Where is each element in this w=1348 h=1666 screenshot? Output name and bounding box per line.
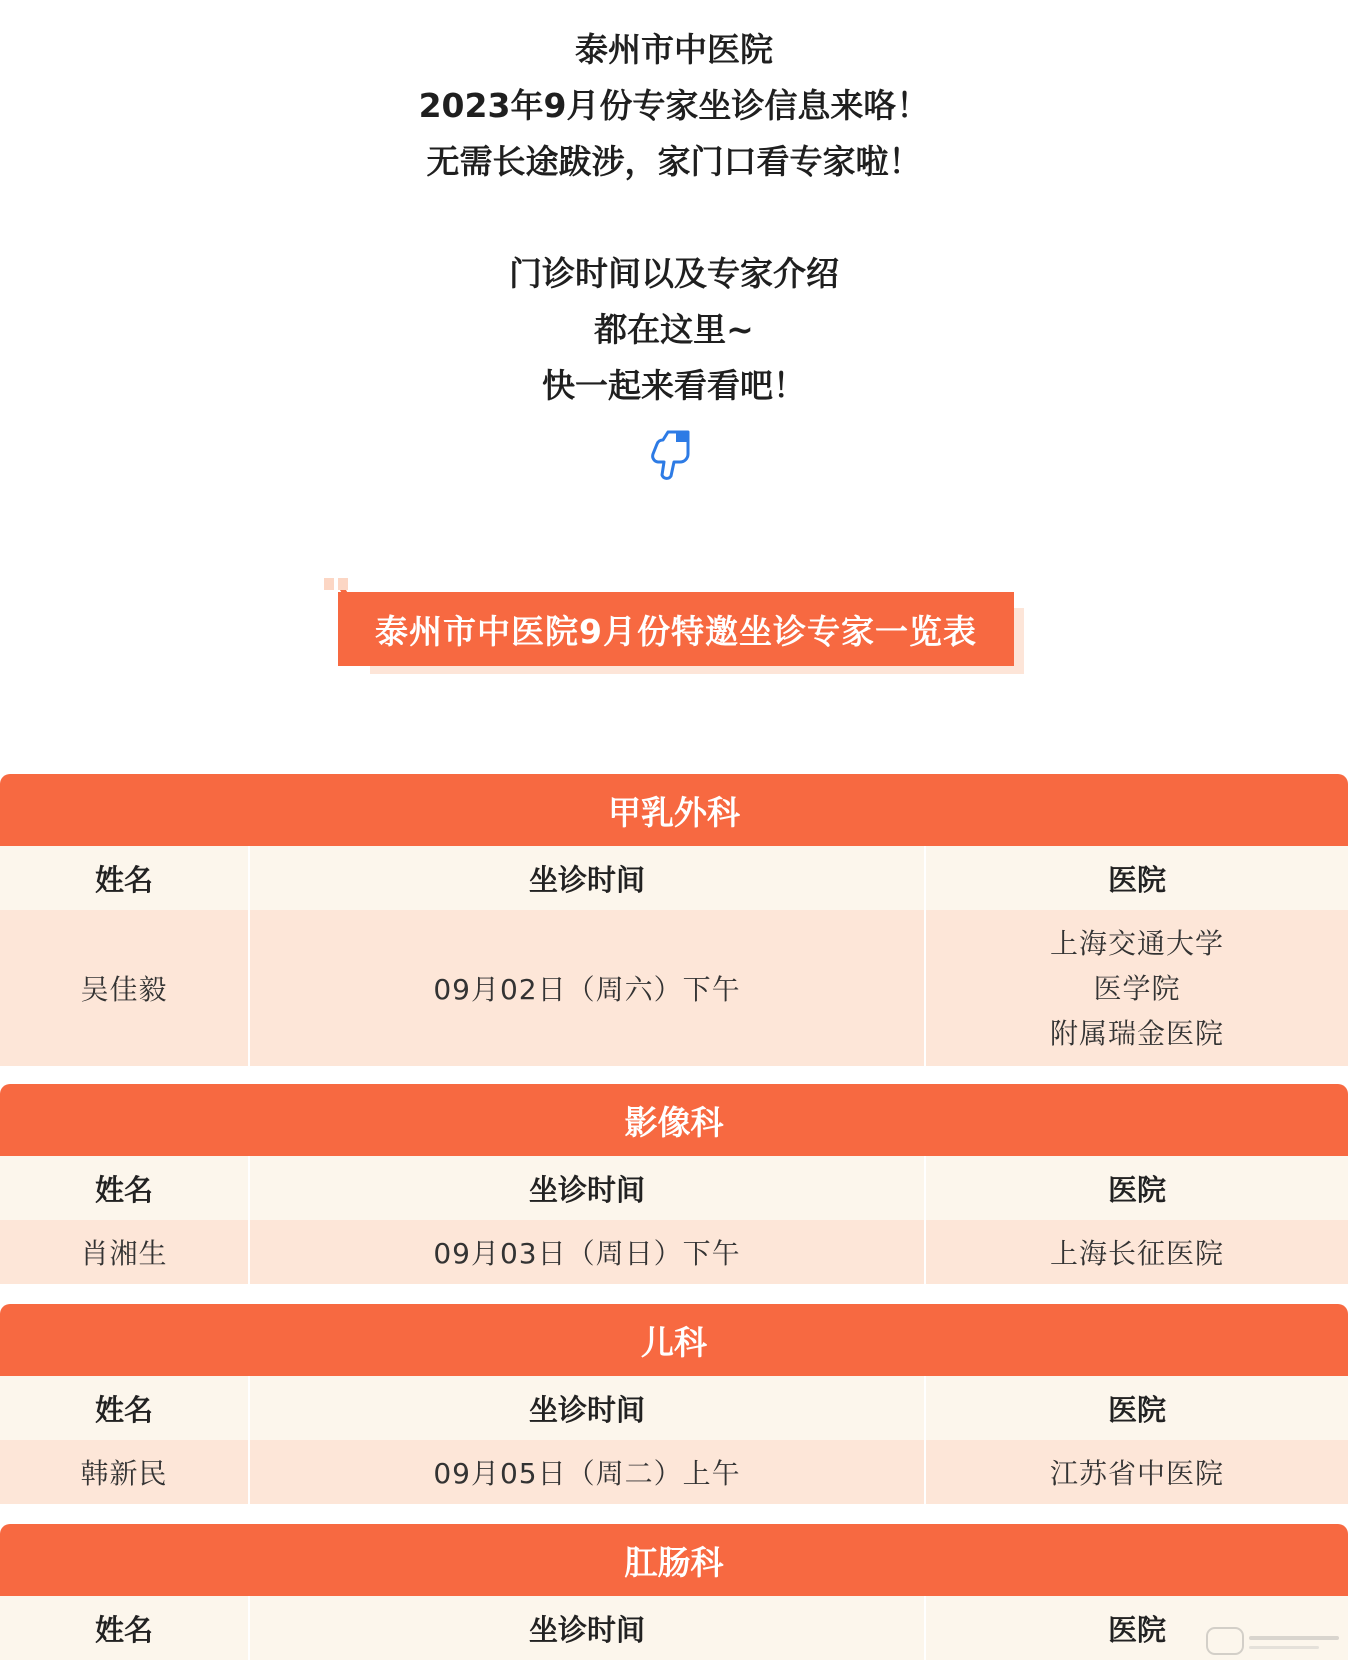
intro-line: 都在这里~ bbox=[594, 310, 754, 349]
department-table bbox=[0, 1304, 1348, 1504]
intro-line: 快一起来看看吧！ bbox=[542, 366, 806, 405]
header-time: 坐诊时间 bbox=[250, 846, 926, 910]
title-banner bbox=[322, 576, 1022, 680]
intro-line: 2023年9月份专家坐诊信息来咯！ bbox=[418, 86, 930, 125]
hospital-line: 上海交通大学 bbox=[1049, 926, 1224, 960]
department-title: 肛肠科 bbox=[0, 1524, 1348, 1596]
header-name: 姓名 bbox=[0, 1376, 250, 1440]
header-time: 坐诊时间 bbox=[250, 1376, 926, 1440]
doctor-name: 吴佳毅 bbox=[0, 910, 250, 1066]
intro-line: 门诊时间以及专家介绍 bbox=[509, 254, 839, 293]
table-header-row bbox=[0, 1376, 1348, 1440]
table-header-row bbox=[0, 1596, 1348, 1660]
table-row bbox=[0, 1440, 1348, 1504]
header-name: 姓名 bbox=[0, 846, 250, 910]
header-hospital: 医院 bbox=[1107, 1172, 1166, 1207]
hospital-line: 附属瑞金医院 bbox=[1049, 1016, 1224, 1050]
clinic-time: 09月05日（周二）上午 bbox=[250, 1440, 926, 1504]
hospital-name bbox=[926, 910, 1348, 1066]
banner-title: 泰州市中医院9月份特邀坐诊专家一览表 bbox=[338, 592, 1014, 666]
doctor-name: 韩新民 bbox=[0, 1440, 250, 1504]
hospital-line: 医学院 bbox=[1093, 971, 1181, 1005]
header-name: 姓名 bbox=[0, 1596, 250, 1660]
department-title: 影像科 bbox=[0, 1084, 1348, 1156]
department-table bbox=[0, 774, 1348, 1066]
intro-spacer bbox=[0, 190, 1348, 246]
header-hospital: 医院 bbox=[1107, 862, 1166, 897]
hospital-name: 上海长征医院 bbox=[1049, 1237, 1224, 1270]
department-table bbox=[0, 1084, 1348, 1284]
header-name: 姓名 bbox=[0, 1156, 250, 1220]
hospital-name: 江苏省中医院 bbox=[1049, 1457, 1224, 1490]
intro-line: 泰州市中医院 bbox=[575, 30, 773, 69]
header-time: 坐诊时间 bbox=[250, 1156, 926, 1220]
table-header-row bbox=[0, 1156, 1348, 1220]
watermark-logo bbox=[1205, 1624, 1345, 1658]
header-hospital: 医院 bbox=[1107, 1392, 1166, 1427]
doctor-name: 肖湘生 bbox=[0, 1220, 250, 1284]
department-title: 甲乳外科 bbox=[0, 774, 1348, 846]
header-hospital: 医院 bbox=[1107, 1612, 1166, 1647]
intro-text bbox=[0, 22, 1348, 414]
header-time: 坐诊时间 bbox=[250, 1596, 926, 1660]
clinic-time: 09月02日（周六）下午 bbox=[250, 910, 926, 1066]
table-header-row bbox=[0, 846, 1348, 910]
department-title: 儿科 bbox=[0, 1304, 1348, 1376]
intro-line: 无需长途跋涉，家门口看专家啦！ bbox=[426, 142, 922, 181]
table-row bbox=[0, 910, 1348, 1066]
clinic-time: 09月03日（周日）下午 bbox=[250, 1220, 926, 1284]
table-row bbox=[0, 1220, 1348, 1284]
department-table bbox=[0, 1524, 1348, 1660]
point-down-icon bbox=[650, 428, 698, 484]
